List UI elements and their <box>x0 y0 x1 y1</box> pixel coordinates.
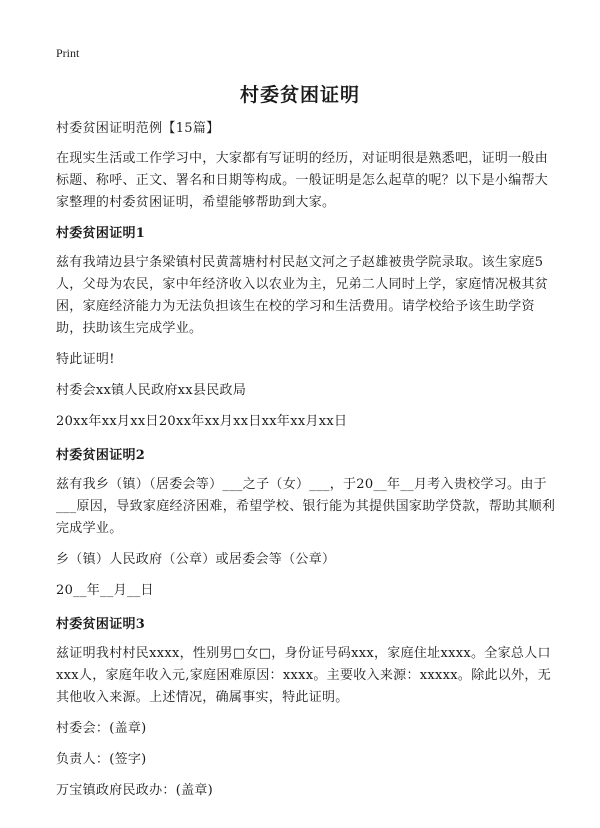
section-1-signature: 村委会xx镇人民政府xx县民政局 <box>56 383 247 398</box>
document-subtitle: 村委贫困证明范例【15篇】 <box>56 121 220 136</box>
intro-paragraph: 在现实生活或工作学习中，大家都有写证明的经历，对证明很是熟悉吧，证明一般由标题、称呼、正文、署名和日期等构成。一般证明是怎么起草的呢？以下是小编帮大家整理的村委贫困证明，希望能够帮助到大家。 <box>56 151 549 210</box>
section-1-body: 兹有我靖边县宁条梁镇村民黄蒿塘村村民赵文河之子赵雄被贵学院录取。该生家庭5人，父母为农民，家中年经济收入以农业为主，兄弟二人同时上学，家庭情况极其贫困，家庭经济能力为无法负担该生在校的学习和生活费用。请学校给予该生助学资助，扶助该生完成学业。 <box>56 255 549 336</box>
section-2-body: 兹有我乡（镇）（居委会等）___之子（女）___，于20__年__月考入贵校学习。由于___原因，导致家庭经济困难，希望学校、银行能为其提供国家助学贷款，帮助其顺利完成学业。 <box>56 477 556 536</box>
section-3-line-responsible-person: 负责人：(签字) <box>56 752 147 767</box>
section-2-heading: 村委贫困证明2 <box>56 448 146 463</box>
document-title: 村委贫困证明 <box>239 84 360 106</box>
section-3-line-village-committee: 村委会：(盖章) <box>56 721 147 736</box>
section-1-date: 20xx年xx月xx日20xx年xx月xx日xx年xx月xx日 <box>56 414 348 429</box>
section-2-date: 20__年__月__日 <box>56 583 154 598</box>
print-link[interactable]: Print <box>56 46 80 60</box>
section-3-heading: 村委贫困证明3 <box>56 617 146 632</box>
section-3-body: 兹证明我村村民xxxx，性别男□女□，身份证号码xxx，家庭住址xxxx。全家总人口xxx人，家庭年收入元,家庭困难原因：xxxx。主要收入来源：xxxxx。除此以外，无其他收入来源。上述情况，确属事实，特此证明。 <box>56 646 552 705</box>
document-body <box>56 118 556 811</box>
section-2-signature: 乡（镇）人民政府（公章）或居委会等（公章） <box>56 552 336 567</box>
section-1-heading: 村委贫困证明1 <box>56 226 146 241</box>
section-1-closing: 特此证明! <box>56 352 115 367</box>
section-3-line-civil-affairs-office: 万宝镇政府民政办：(盖章) <box>56 783 214 798</box>
